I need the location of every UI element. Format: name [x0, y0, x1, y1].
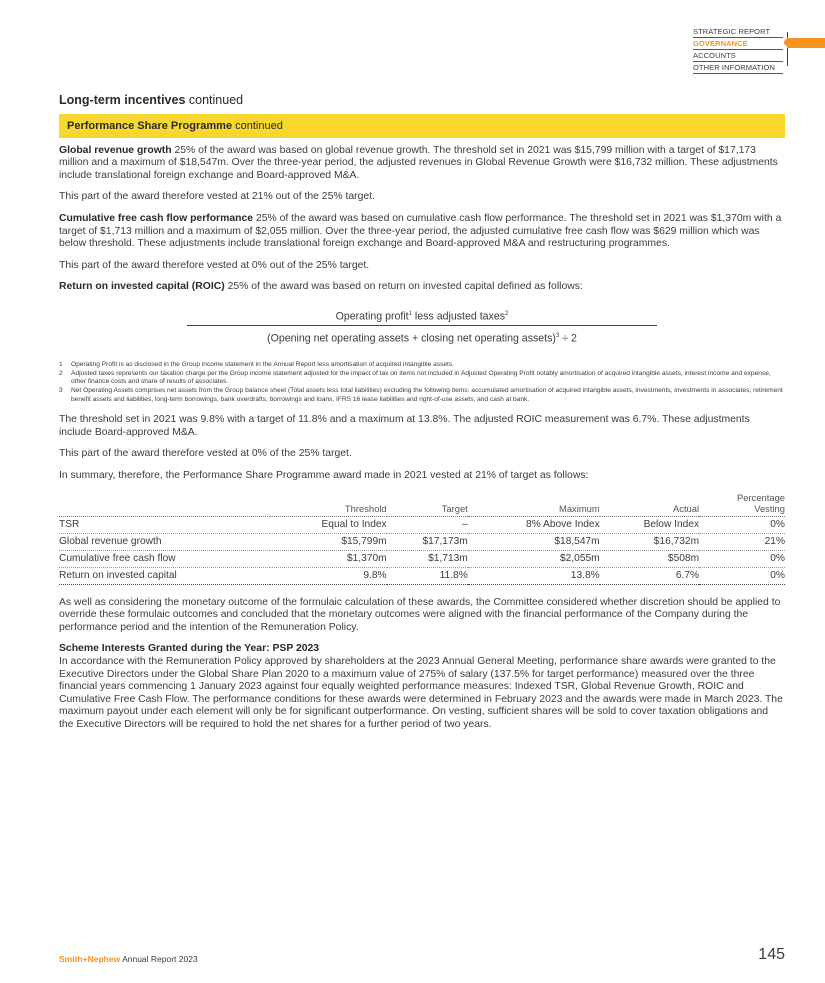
col-actual: Actual — [600, 492, 699, 517]
grg-vest: This part of the award therefore vested at 21% out of the 25% target. — [59, 191, 375, 203]
page-content — [59, 94, 785, 740]
subsection-banner: Performance Share Programme continued — [59, 114, 785, 138]
formula-numerator: Operating profit$^1$ less adjusted taxes$^2$ — [187, 308, 657, 326]
table-row: Global revenue growth $15,799m $17,173m $18,547m $16,732m 21% — [59, 533, 785, 550]
grg-paragraph: Global revenue growth 25% of the award was based on global revenue growth. The threshold set in 2021 was $15,799 million with a target of $17,173 million and a maximum of $18,547m. Over the three-year period, the adjusted revenues in Global Revenue Growth were $16,732 million. These adjustments include translational foreign exchange and Board-approved M&A. — [59, 144, 778, 181]
nav-active-dot-icon — [784, 39, 791, 46]
page-number: 145 — [758, 946, 785, 963]
roic-formula — [59, 308, 785, 345]
col-percentage-vesting: Percentage Vesting — [699, 492, 785, 517]
nav-other-information[interactable]: OTHER INFORMATION — [693, 62, 783, 74]
footer: Smith+Nephew Annual Report 2023 — [59, 954, 198, 964]
scheme-paragraph: In accordance with the Remuneration Policy approved by shareholders at the 2023 Annual General Meeting, performance share awards were granted to the Executive Directors under the Global Share Plan 2020 to a maximum value of 275% of salary (137.5% for target performance) measured over the three financial years commencing 1 January 2023 against four equally weighted performance measures: Indexed TSR, Global Revenue Growth, ROIC and Cumulative Free Cash Flow. The performance conditions for these awards were determined in February 2023 and the awards were made in March 2023. The maximum payout under each element will only be for significant outperformance. On vesting, sufficient shares will be sold to cover taxation obligations and the Executive Directors will be required to hold the net shares for a further period of two years. — [59, 655, 783, 730]
footnote: 3 Net Operating Assets comprises net assets from the Group balance sheet (Total assets less total liabilities) excluding the following items: accumulated amortisation of acquired intangible assets, investments, investments in associates, retirement benefit assets and liabilities, long-term borrowings, bank overdrafts, borrowings and loans, IFRS 16 lease liabilities and right-of-use assets, and cash at bank. — [59, 386, 783, 403]
roic-paragraph: Return on invested capital (ROIC) 25% of the award was based on return on invested capital defined as follows: — [59, 281, 583, 293]
vesting-table — [59, 492, 785, 585]
cfcf-vest: This part of the award therefore vested at 0% out of the 25% target. — [59, 259, 370, 271]
table-row: TSR Equal to Index – 8% Above Index Below Index 0% — [59, 516, 785, 533]
scheme-heading: Scheme Interests Granted during the Year: PSP 2023 — [59, 643, 320, 655]
footnote: 2 Adjusted taxes represents our taxation charge per the Group income statement adjusted for the impact of tax on items not included in Adjusted Operating Profit notably amortisation of acquired intangible assets, interest income and expense, other finance costs and share of results of associates. — [59, 369, 771, 386]
col-threshold: Threshold — [270, 492, 387, 517]
nav-accounts[interactable]: ACCOUNTS — [693, 50, 783, 62]
section-title: Long-term incentives continued — [59, 93, 244, 107]
table-row: Return on invested capital 9.8% 11.8% 13.8% 6.7% 0% — [59, 567, 785, 584]
roic-vest: This part of the award therefore vested at 0% of the 25% target. — [59, 448, 352, 460]
footnotes — [59, 361, 785, 404]
nav-governance[interactable]: GOVERNANCE — [693, 38, 783, 50]
discretion-paragraph: As well as considering the monetary outcome of the formulaic calculation of these awards, the Committee considered whether discretion should be applied to override these formulaic outcomes and concluded that the monetary outcomes were aligned with the financial performance of the Company during the performance period and the intention of the Remuneration Policy. — [59, 596, 781, 633]
formula-denominator: (Opening net operating assets + closing net operating assets)$^3$ ÷ 2 — [267, 332, 577, 345]
table-row: Cumulative free cash flow $1,370m $1,713m $2,055m $508m 0% — [59, 550, 785, 567]
section-nav — [693, 26, 783, 74]
cfcf-paragraph: Cumulative free cash flow performance 25% of the award was based on cumulative cash flow performance. The threshold set in 2021 was $1,370m with a target of $1,713 million and a maximum of $2,055 million. Over the three-year period, the adjusted cumulative free cash flow was $629 million which was below threshold. These adjustments include translational foreign exchange and Board-approved M&A and restructuring programmes. — [59, 212, 782, 250]
col-maximum: Maximum — [468, 492, 600, 517]
roic-result: The threshold set in 2021 was 9.8% with a target of 11.8% and a maximum at 13.8%. The adjusted ROIC measurement was 6.7%. These adjustments include Board-approved M&A. — [59, 414, 750, 438]
col-measure — [59, 492, 270, 517]
footnote: 1 Operating Profit is as disclosed in the Group income statement in the Annual Report less amortisation of acquired intangible assets. — [59, 361, 455, 369]
nav-strategic-report[interactable]: STRATEGIC REPORT — [693, 26, 783, 38]
col-target: Target — [387, 492, 468, 517]
table-header-row — [59, 492, 785, 517]
summary: In summary, therefore, the Performance Share Programme award made in 2021 vested at 21% of target as follows: — [59, 469, 589, 481]
brand-logo: Smith+Nephew — [59, 954, 121, 964]
nav-active-tab — [787, 38, 825, 48]
